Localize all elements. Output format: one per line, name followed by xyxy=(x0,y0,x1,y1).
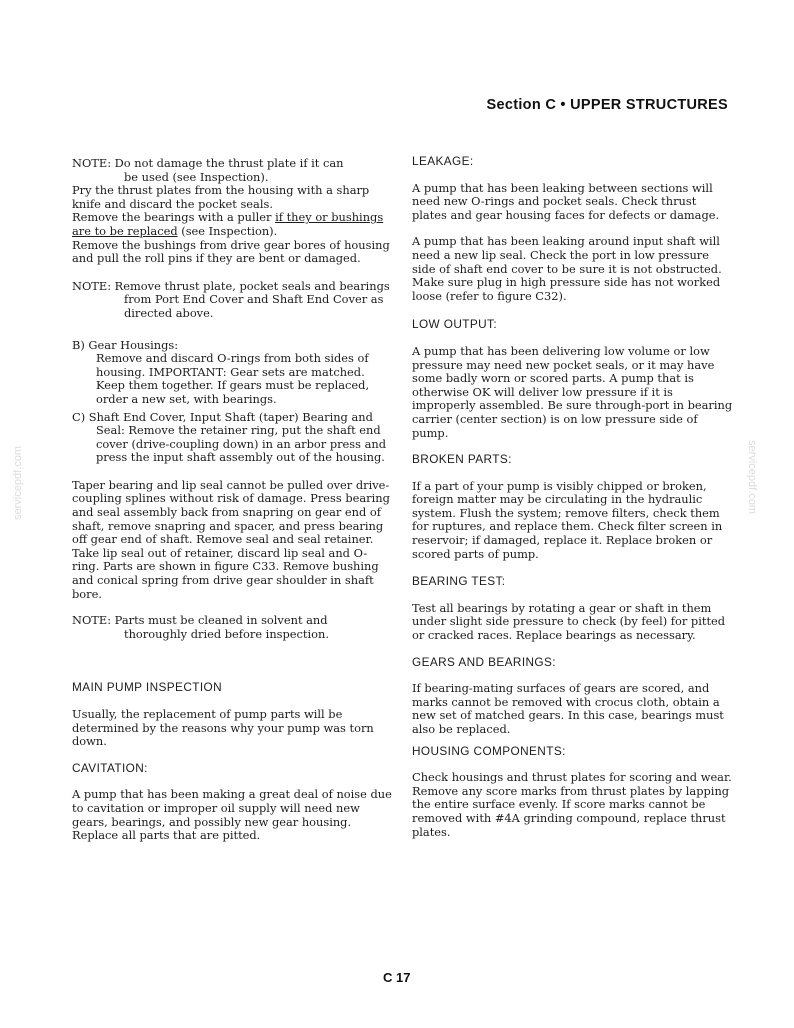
left-column xyxy=(72,157,392,843)
broken-parts-heading: BROKEN PARTS: xyxy=(412,452,512,467)
remove-bearings-underlined: if they or bushings are to be replaced xyxy=(72,210,384,238)
watermark-right: servicepdf.com xyxy=(746,440,758,514)
housing-components-body: Check housings and thrust plates for scoring and wear. Remove any score marks from thrust plates by lapping the entire surface evenly. If score marks cannot be removed with #4A grinding compound, replace thrust plates. xyxy=(412,770,732,839)
broken-parts-body: If a part of your pump is visibly chipped or broken, foreign matter may be circulating in the hydraulic system. Flush the system; remove filters, check them for ruptures, and replace them. Check filter screen in reservoir; if damaged, replace it. Replace broken or scored parts of pump. xyxy=(412,478,723,561)
bearing-test-heading: BEARING TEST: xyxy=(412,574,506,589)
page-number: C 17 xyxy=(383,970,411,985)
note-1-line-2: be used (see Inspection). xyxy=(124,169,269,184)
bearing-test-body: Test all bearings by rotating a gear or shaft in them under slight side pressure to check (by feel) for pitted or cracked races. Replace bearings as necessary. xyxy=(412,600,726,643)
watermark-left: servicepdf.com xyxy=(12,446,24,520)
low-output-heading: LOW OUTPUT: xyxy=(412,317,498,332)
remove-bushings-paragraph: Remove the bushings from drive gear bores of housing and pull the roll pins if they are bent or damaged. xyxy=(72,237,390,266)
gear-housings-body: Remove and discard O-rings from both sides of housing. IMPORTANT: Gear sets are matched. Keep them together. If gears must be replaced, order a new set, with bearings. xyxy=(96,351,370,406)
housing-components-heading: HOUSING COMPONENTS: xyxy=(412,743,566,758)
remove-bearings-paragraph xyxy=(72,211,392,238)
note-2: NOTE: Remove thrust plate, pocket seals and bearings from Port End Cover and Shaft End Cover as directed above. xyxy=(72,278,390,320)
right-column xyxy=(412,155,734,839)
note-3: NOTE: Parts must be cleaned in solvent and thoroughly dried before inspection. xyxy=(72,613,329,641)
note-1-line-1: NOTE: Do not damage the thrust plate if it can xyxy=(72,156,344,170)
gear-housings-heading: B) Gear Housings: xyxy=(72,337,179,352)
low-output-body: A pump that has been delivering low volume or low pressure may need new pocket seals, or it may have some badly worn or scored parts. A pump that is otherwise OK will deliver low pressure if it is improperly assembled. Be sure through-port in bearing carrier (center section) is on low pressure side of pump. xyxy=(412,343,733,440)
leakage-body-1: A pump that has been leaking between sections will need new O-rings and pocket seals. Check thrust plates and gear housing faces for defects or damage. xyxy=(412,180,720,222)
cavitation-heading: CAVITATION: xyxy=(72,760,148,775)
cavitation-body: A pump that has been making a great deal of noise due to cavitation or improper oil supply will need new gears, bearings, and possibly new gear housing. Replace all parts that are pitted. xyxy=(72,787,392,843)
pry-paragraph: Pry the thrust plates from the housing with a sharp knife and discard the pocket seals. xyxy=(72,183,370,211)
remove-bearings-ref: (see Inspection). xyxy=(177,223,278,238)
remove-bearings-text: Remove the bearings with a puller xyxy=(72,210,276,225)
section-header: Section C • UPPER STRUCTURES xyxy=(486,97,728,113)
main-pump-inspection-body: Usually, the replacement of pump parts will be determined by the reasons why your pump was torn down. xyxy=(72,707,374,749)
taper-bearing-paragraph: Taper bearing and lip seal cannot be pulled over drive-coupling splines without risk of damage. Press bearing and seal assembly back from snapring on gear end of shaft, remove snapring and spacer, and press bearing off gear end of shaft. Remove seal and seal retainer. Take lip seal out of retainer, discard lip seal and O-ring. Parts are shown in figure C33. Remove bushing and conical spring from drive gear shoulder in shaft bore. xyxy=(72,477,390,601)
main-pump-inspection-heading: MAIN PUMP INSPECTION xyxy=(72,680,223,695)
gears-and-bearings-heading: GEARS AND BEARINGS: xyxy=(412,654,556,669)
leakage-heading: LEAKAGE: xyxy=(412,154,474,168)
shaft-end-cover-item: C) Shaft End Cover, Input Shaft (taper) Bearing and Seal: Remove the retainer ring, put the shaft end cover (drive-coupling down) in an arbor press and press the input shaft assembly out of the housing. xyxy=(72,409,387,465)
leakage-body-2: A pump that has been leaking around input shaft will need a new lip seal. Check the port in low pressure side of shaft end cover to be sure it is not obstructed. Make sure plug in high pressure side has not worked loose (refer to figure C32). xyxy=(412,234,722,303)
gears-and-bearings-body: If bearing-mating surfaces of gears are scored, and marks cannot be removed with crocus cloth, obtain a new set of matched gears. In this case, bearings must also be replaced. xyxy=(412,681,724,736)
